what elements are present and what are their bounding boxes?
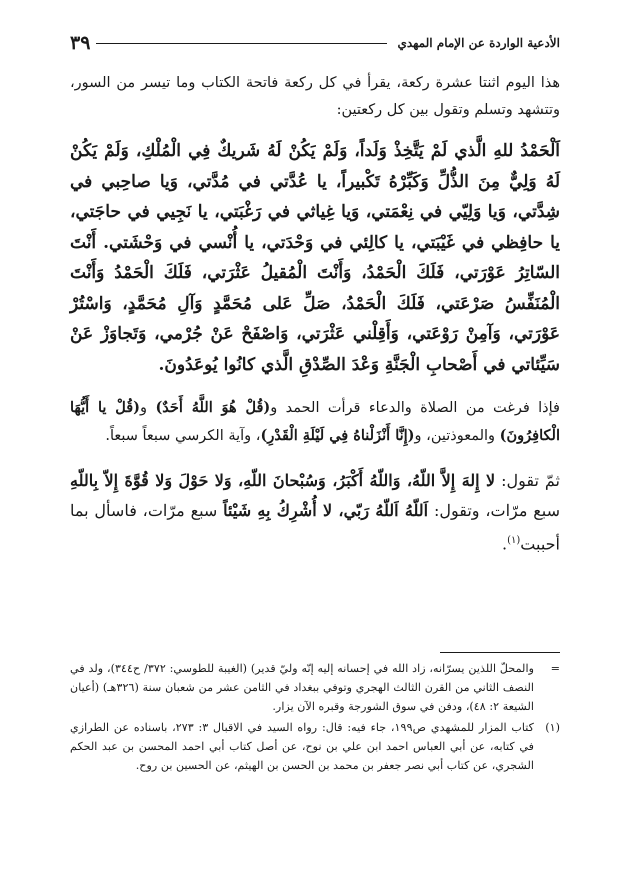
footnote-continued: [70, 659, 560, 716]
footnotes-section: [70, 652, 560, 777]
recitation-paragraph: [70, 394, 560, 450]
tasbih-text-1: ثمّ تقول:: [495, 471, 560, 490]
book-page: [70, 30, 560, 559]
intro-paragraph: هذا اليوم اثنتا عشرة ركعة، يقرأ في كل ركعة فاتحة الكتاب وما تيسر من السور، وتتشهد وتسلم وتقول بين كل ركعتين:: [70, 75, 560, 118]
tawhid-dhikr: اَللّهُ اَللّهُ رَبّي، لا أُشْرِكُ بِهِ شَيْئاً: [223, 501, 429, 520]
footnote-mark: (١): [545, 721, 560, 734]
recitation-text-4: ، وآية الكرسي سبعاً سبعاً.: [105, 428, 261, 444]
tasbih-text-2: سبع مرّات، وتقول:: [428, 501, 561, 520]
dua-text: اَلْحَمْدُ للهِ الَّذي لَمْ يَتَّخِذْ وَلَداً، وَلَمْ يَكُنْ لَهُ شَريكٌ فِي الْمُلْكِ، وَلَمْ يَكُنْ لَهُ وَلِيٌّ مِنَ الذُّلِّ وَكَبِّرْهُ تَكْبيراً، يا عُدَّتي في مُدَّتي، وَيا صاحِبي في شِدَّتي، وَيا وَلِيّي في نِعْمَتي، وَيا غِياثي في رَغْبَتي، يا نَجِيي في حاجَتي، يا حافِظي في غَيْبَتي، يا كالِئي في وَحْدَتي، يا أُنْسي في وَحْشَتي. أَنْتَ السّاتِرُ عَوْرَتي، فَلَكَ الْحَمْدُ، وَأَنْتَ الْمُقيلُ عَثْرَتي، فَلَكَ الْحَمْدُ وَأَنْتَ الْمُنَفِّسُ صَرْعَتي، فَلَكَ الْحَمْدُ، صَلِّ عَلى مُحَمَّدٍ وَآلِ مُحَمَّدٍ، وَاسْتُرْ عَوْرَتي، وَآمِنْ رَوْعَتي، وَأَقِلْني عَثْرَتي، وَاصْفَحْ عَنْ جُرْمي، وَتَجاوَزْ عَنْ سَيِّئاتي في أَصْحابِ الْجَنَّةِ وَعْدَ الصِّدْقِ الَّذي كانُوا يُوعَدُونَ.: [70, 141, 560, 375]
tasbih-paragraph: [70, 466, 560, 559]
footnote-text: كتاب المزار للمشهدي ص١٩٩، جاء فيه: قال: رواه السيد في الاقبال ٣: ٢٧٣، باسناده عن الطرازي في كتابه، عن أبي العباس احمد ابن علي بن نوح، عن أصل كتاب أبي احمد المحسن بن عبد الحكم الشجري، عن كتاب أبي نصر جعفر بن محمد بن الحسن بن الهيثم، عن الحسين بن روح.: [70, 721, 535, 772]
footnote-text: والمحلّ اللذين يسرّانه، زاد الله في إحسانه إليه إنّه وليّ قدير) (الغيبة للطوسي: ٣٧٢/ ح٣٤٤)، ولد في النصف الثاني من القرن الثالث الهجري وتوفي ببغداد في الثامن عشر من شعبان سنة (٣٢٦هـ) (أعيان الشيعة ٢: ٤٨)، ودفن في سوق الشورجة وقبره الآن يزار.: [70, 662, 534, 713]
recitation-text-1: فإذا فرغت من الصلاة والدعاء قرأت الحمد و: [270, 400, 560, 416]
surah-qadr: (إِنَّا أَنْزَلْناهُ فِي لَيْلَةِ الْقَدْرِ): [260, 427, 415, 444]
page-header: [70, 30, 560, 56]
tasbih-text-3: سبع مرّات، فاسأل بما أحببت: [70, 501, 560, 554]
recitation-text-2: و: [140, 400, 156, 416]
footnote-1: [70, 718, 560, 775]
footnote-rule: [440, 652, 560, 653]
footnote-mark: =: [550, 662, 560, 675]
footnote-reference: (١): [507, 535, 521, 546]
surah-ikhlas: (قُلْ هُوَ اللَّهُ أَحَدٌ): [155, 399, 271, 416]
tasbih-dhikr: لا إِلهَ إِلاَّ اللّهُ، وَاللّهُ أَكْبَرُ، وَسُبْحانَ اللّهِ، وَلا حَوْلَ وَلا قُوَّةَ إِلاّ بِاللّهِ: [70, 471, 496, 490]
surah-kafirun: (قُلْ يا أَيُّهَا الْكافِرُونَ): [70, 399, 560, 444]
running-title: الأدعية الواردة عن الإمام المهدي: [397, 36, 560, 50]
header-rule: [96, 43, 387, 44]
page-number: ٣٩: [70, 32, 91, 54]
recitation-text-3: والمعوذتين، و: [414, 428, 500, 444]
tasbih-text-4: .: [502, 534, 508, 554]
